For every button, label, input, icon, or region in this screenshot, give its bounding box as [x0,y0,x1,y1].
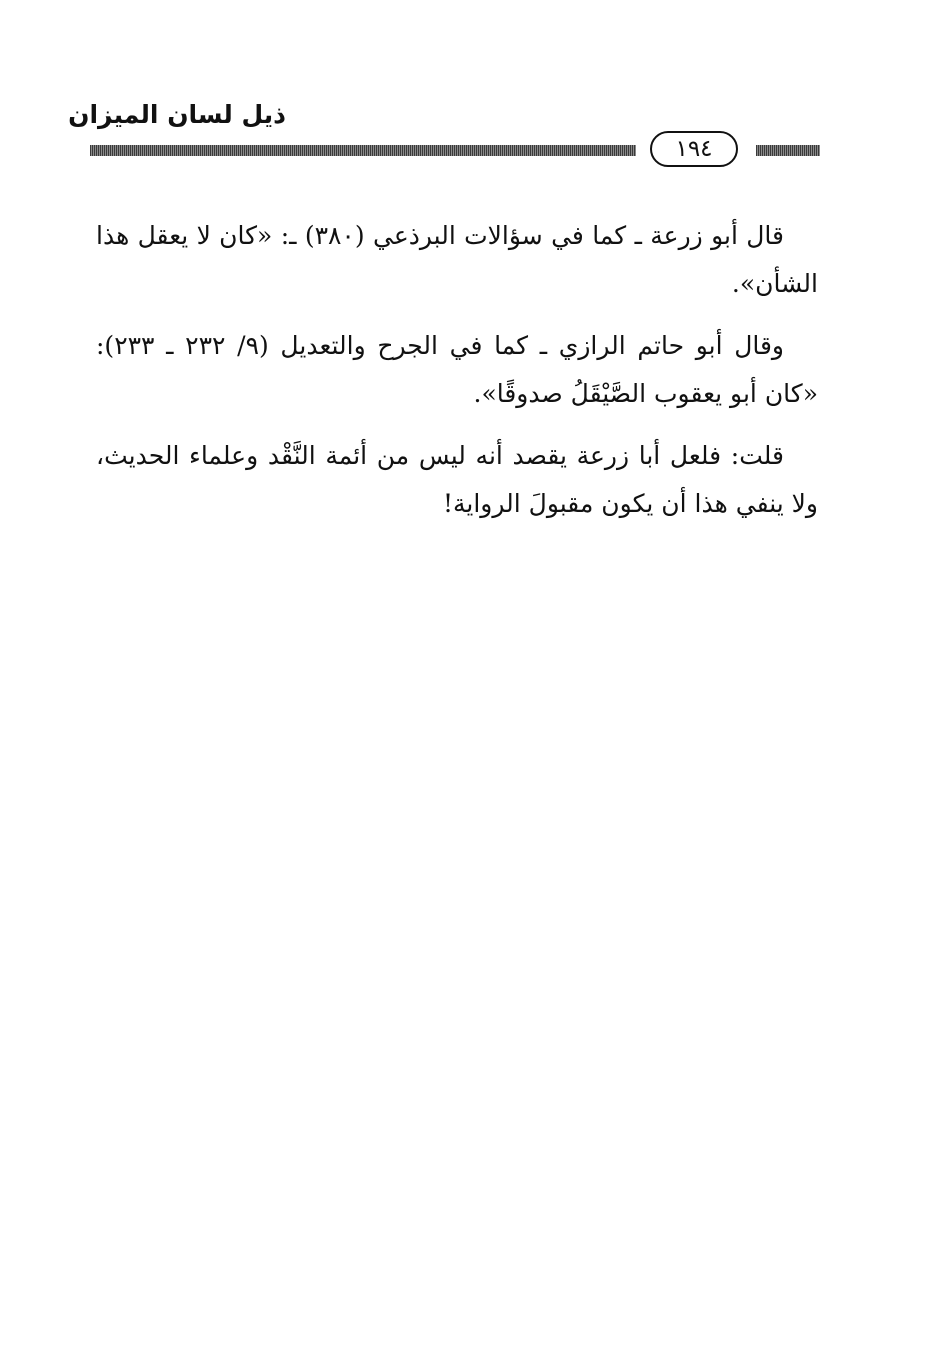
header-rule-left [90,145,636,156]
paragraph-abu-zura: قال أبو زرعة ـ كما في سؤالات البرذعي (٣٨٠) ـ: «كان لا يعقل هذا الشأن». [96,221,818,298]
body-text [96,212,818,542]
page-number-badge: ١٩٤ [650,131,738,167]
paragraph-comment: قلت: فلعل أبا زرعة يقصد أنه ليس من أئمة النَّقْد وعلماء الحديث، ولا ينفي هذا أن يكون مقبولَ الرواية! [96,441,818,518]
header-rule-right [756,145,820,156]
paragraph-abu-hatim: وقال أبو حاتم الرازي ـ كما في الجرح والتعديل (٩/ ٢٣٢ ـ ٢٣٣): «كان أبو يعقوب الصَّيْقَلُ صدوقًا». [96,331,818,408]
running-header-title: ذيل لسان الميزان [68,100,286,129]
